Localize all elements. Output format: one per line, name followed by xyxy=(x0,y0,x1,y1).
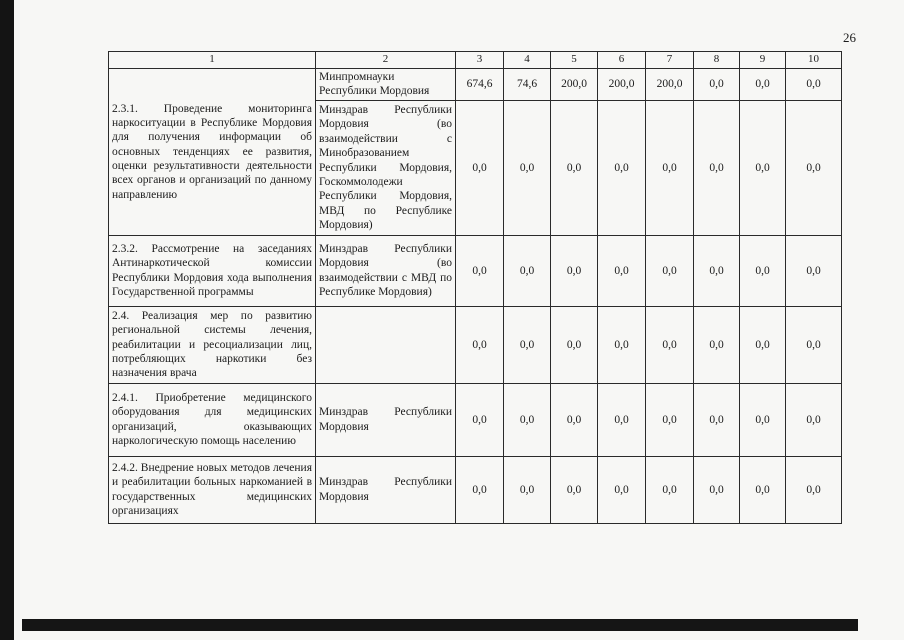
table-row xyxy=(109,235,842,306)
value-cell: 0,0 xyxy=(786,69,842,101)
executor-cell: Минздрав Республики Мордовия (во взаимодействии с Минобразованием Республики Мордовия, Госкоммолодежи Республики Мордовия, МВД по Республике Мордовия) xyxy=(316,100,456,235)
value-cell: 0,0 xyxy=(740,456,786,523)
column-header: 7 xyxy=(646,52,694,69)
value-cell: 200,0 xyxy=(551,69,598,101)
value-cell: 0,0 xyxy=(740,383,786,456)
executor-cell xyxy=(316,306,456,383)
value-cell: 0,0 xyxy=(740,100,786,235)
value-cell: 0,0 xyxy=(740,306,786,383)
value-cell: 0,0 xyxy=(646,306,694,383)
header-row xyxy=(109,52,842,69)
value-cell: 0,0 xyxy=(551,383,598,456)
value-cell: 0,0 xyxy=(786,456,842,523)
value-cell: 0,0 xyxy=(646,100,694,235)
value-cell: 0,0 xyxy=(504,100,551,235)
value-cell: 0,0 xyxy=(694,456,740,523)
value-cell: 0,0 xyxy=(786,383,842,456)
value-cell: 0,0 xyxy=(786,100,842,235)
value-cell: 0,0 xyxy=(504,235,551,306)
value-cell: 0,0 xyxy=(456,456,504,523)
value-cell: 0,0 xyxy=(598,100,646,235)
value-cell: 0,0 xyxy=(456,306,504,383)
column-header: 4 xyxy=(504,52,551,69)
executor-cell: Минздрав Республики Мордовия xyxy=(316,383,456,456)
value-cell: 0,0 xyxy=(456,235,504,306)
scan-left-edge xyxy=(0,0,14,640)
value-cell: 0,0 xyxy=(694,306,740,383)
value-cell: 0,0 xyxy=(551,456,598,523)
value-cell: 0,0 xyxy=(646,235,694,306)
column-header: 5 xyxy=(551,52,598,69)
value-cell: 0,0 xyxy=(646,456,694,523)
value-cell: 0,0 xyxy=(694,235,740,306)
page-number: 26 xyxy=(843,30,856,45)
value-cell: 0,0 xyxy=(551,100,598,235)
value-cell: 0,0 xyxy=(598,306,646,383)
executor-cell: Минпромнауки Республики Мордовия xyxy=(316,69,456,101)
column-header: 3 xyxy=(456,52,504,69)
column-header: 9 xyxy=(740,52,786,69)
value-cell: 674,6 xyxy=(456,69,504,101)
value-cell: 0,0 xyxy=(551,235,598,306)
value-cell: 0,0 xyxy=(694,383,740,456)
value-cell: 0,0 xyxy=(456,383,504,456)
column-header: 1 xyxy=(109,52,316,69)
measure-description: 2.4.2. Внедрение новых методов лечения и реабилитации больных наркоманией в государственных медицинских организациях xyxy=(109,456,316,523)
value-cell: 0,0 xyxy=(504,383,551,456)
scan-bottom-edge xyxy=(22,619,858,631)
value-cell: 200,0 xyxy=(598,69,646,101)
value-cell: 0,0 xyxy=(504,306,551,383)
value-cell: 0,0 xyxy=(740,69,786,101)
column-header: 2 xyxy=(316,52,456,69)
measure-description: 2.4.1. Приобретение медицинского оборудования для медицинских организаций, оказывающих наркологическую помощь населению xyxy=(109,383,316,456)
value-cell: 0,0 xyxy=(598,383,646,456)
table-row xyxy=(109,383,842,456)
table-row xyxy=(109,306,842,383)
table-row xyxy=(109,69,842,101)
column-header: 8 xyxy=(694,52,740,69)
measure-description: 2.4. Реализация мер по развитию региональной системы лечения, реабилитации и ресоциализации лиц, потребляющих наркотики без назначения врача xyxy=(109,306,316,383)
executor-cell: Минздрав Республики Мордовия (во взаимодействии с МВД по Республике Мордовия) xyxy=(316,235,456,306)
value-cell: 0,0 xyxy=(551,306,598,383)
value-cell: 0,0 xyxy=(786,235,842,306)
value-cell: 0,0 xyxy=(504,456,551,523)
column-header: 6 xyxy=(598,52,646,69)
value-cell: 0,0 xyxy=(456,100,504,235)
executor-cell: Минздрав Республики Мордовия xyxy=(316,456,456,523)
value-cell: 0,0 xyxy=(598,235,646,306)
table-row xyxy=(109,456,842,523)
program-table xyxy=(108,51,842,524)
column-header: 10 xyxy=(786,52,842,69)
value-cell: 0,0 xyxy=(740,235,786,306)
value-cell: 0,0 xyxy=(694,100,740,235)
measure-description: 2.3.2. Рассмотрение на заседаниях Антинаркотической комиссии Республики Мордовия хода выполнения Государственной программы xyxy=(109,235,316,306)
measure-description: 2.3.1. Проведение мониторинга наркоситуации в Республике Мордовия для получения информации об основных тенденциях ее развития, оценки результативности деятельности всех органов и организаций по данному направлению xyxy=(109,69,316,236)
value-cell: 74,6 xyxy=(504,69,551,101)
value-cell: 0,0 xyxy=(598,456,646,523)
value-cell: 200,0 xyxy=(646,69,694,101)
value-cell: 0,0 xyxy=(646,383,694,456)
value-cell: 0,0 xyxy=(786,306,842,383)
value-cell: 0,0 xyxy=(694,69,740,101)
